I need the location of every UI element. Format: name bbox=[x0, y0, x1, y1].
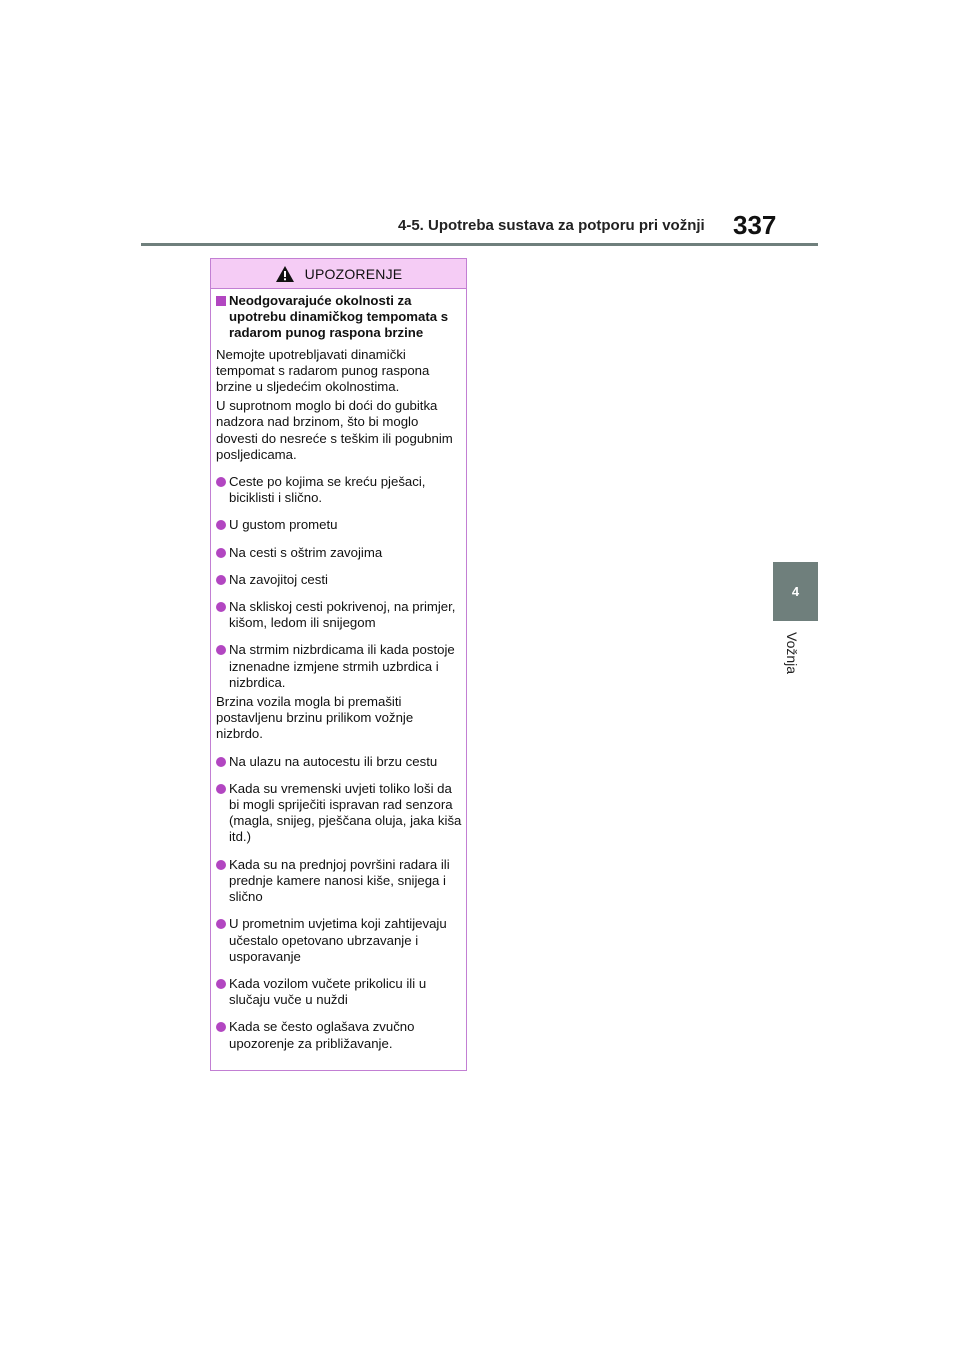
chapter-tab[interactable] bbox=[773, 562, 818, 621]
list-item: Na ulazu na autocestu ili brzu cestu bbox=[216, 754, 462, 770]
conditions-list bbox=[216, 474, 462, 691]
list-item: Kada se često oglašava zvučno upozorenje za približavanje. bbox=[216, 1019, 462, 1051]
list-item: Ceste po kojima se kreću pješaci, biciklisti i slično. bbox=[216, 474, 462, 506]
dot-bullet-icon bbox=[216, 477, 226, 487]
dot-bullet-icon bbox=[216, 548, 226, 558]
list-item: Kada vozilom vučete prikolicu ili u slučaju vuče u nuždi bbox=[216, 976, 462, 1008]
dot-bullet-icon bbox=[216, 757, 226, 767]
list-item: Kada su na prednjoj površini radara ili prednje kamere nanosi kiše, snijega i slično bbox=[216, 857, 462, 906]
list-item: Na strmim nizbrdicama ili kada postoje iznenadne izmjene strmih uzbrdica i nizbrdica. bbox=[216, 642, 462, 691]
dot-bullet-icon bbox=[216, 520, 226, 530]
warning-header bbox=[211, 259, 466, 289]
consequence-paragraph: U suprotnom moglo bi doći do gubitka nadzora nad brzinom, što bi moglo dovesti do nesreće s teškim ili pogubnim posljedicama. bbox=[216, 398, 453, 462]
list-item: Na zavojitoj cesti bbox=[216, 572, 462, 588]
dot-bullet-icon bbox=[216, 919, 226, 929]
square-bullet-icon bbox=[216, 296, 226, 306]
header-divider bbox=[141, 243, 818, 246]
dot-bullet-icon bbox=[216, 860, 226, 870]
subheading-text: Neodgovarajuće okolnosti za upotrebu dinamičkog tempomata s radarom punog raspona brzine bbox=[229, 293, 449, 341]
dot-bullet-icon bbox=[216, 645, 226, 655]
list-item: U prometnim uvjetima koji zahtijevaju učestalo opetovano ubrzavanje i usporavanje bbox=[216, 916, 462, 965]
warning-label: UPOZORENJE bbox=[304, 265, 403, 282]
warning-subheading bbox=[216, 293, 462, 342]
downhill-note: Brzina vozila mogla bi premašiti postavljenu brzinu prilikom vožnje nizbrdo. bbox=[216, 694, 414, 742]
conditions-list-continued bbox=[216, 754, 462, 1052]
list-item: Na cesti s oštrim zavojima bbox=[216, 545, 462, 561]
warning-box bbox=[210, 258, 467, 1071]
list-item: U gustom prometu bbox=[216, 517, 462, 533]
dot-bullet-icon bbox=[216, 1022, 226, 1032]
list-item: Na skliskoj cesti pokrivenoj, na primjer, kišom, ledom ili snijegom bbox=[216, 599, 462, 631]
warning-triangle-icon bbox=[275, 265, 295, 283]
warning-body bbox=[211, 289, 466, 1052]
page-number: 337 bbox=[733, 210, 777, 240]
dot-bullet-icon bbox=[216, 979, 226, 989]
dot-bullet-icon bbox=[216, 784, 226, 794]
section-title: 4-5. Upotreba sustava za potporu pri vožnji bbox=[398, 217, 705, 234]
chapter-number: 4 bbox=[791, 584, 800, 599]
dot-bullet-icon bbox=[216, 575, 226, 585]
intro-paragraph: Nemojte upotrebljavati dinamički tempomat s radarom punog raspona brzine u sljedećim okolnostima. bbox=[216, 346, 430, 395]
list-item: Kada su vremenski uvjeti toliko loši da bi mogli spriječiti ispravan rad senzora (magla, snijeg, pješčana oluja, jaka kiša itd.) bbox=[216, 781, 462, 846]
dot-bullet-icon bbox=[216, 602, 226, 612]
chapter-label: Vožnja bbox=[784, 632, 800, 675]
